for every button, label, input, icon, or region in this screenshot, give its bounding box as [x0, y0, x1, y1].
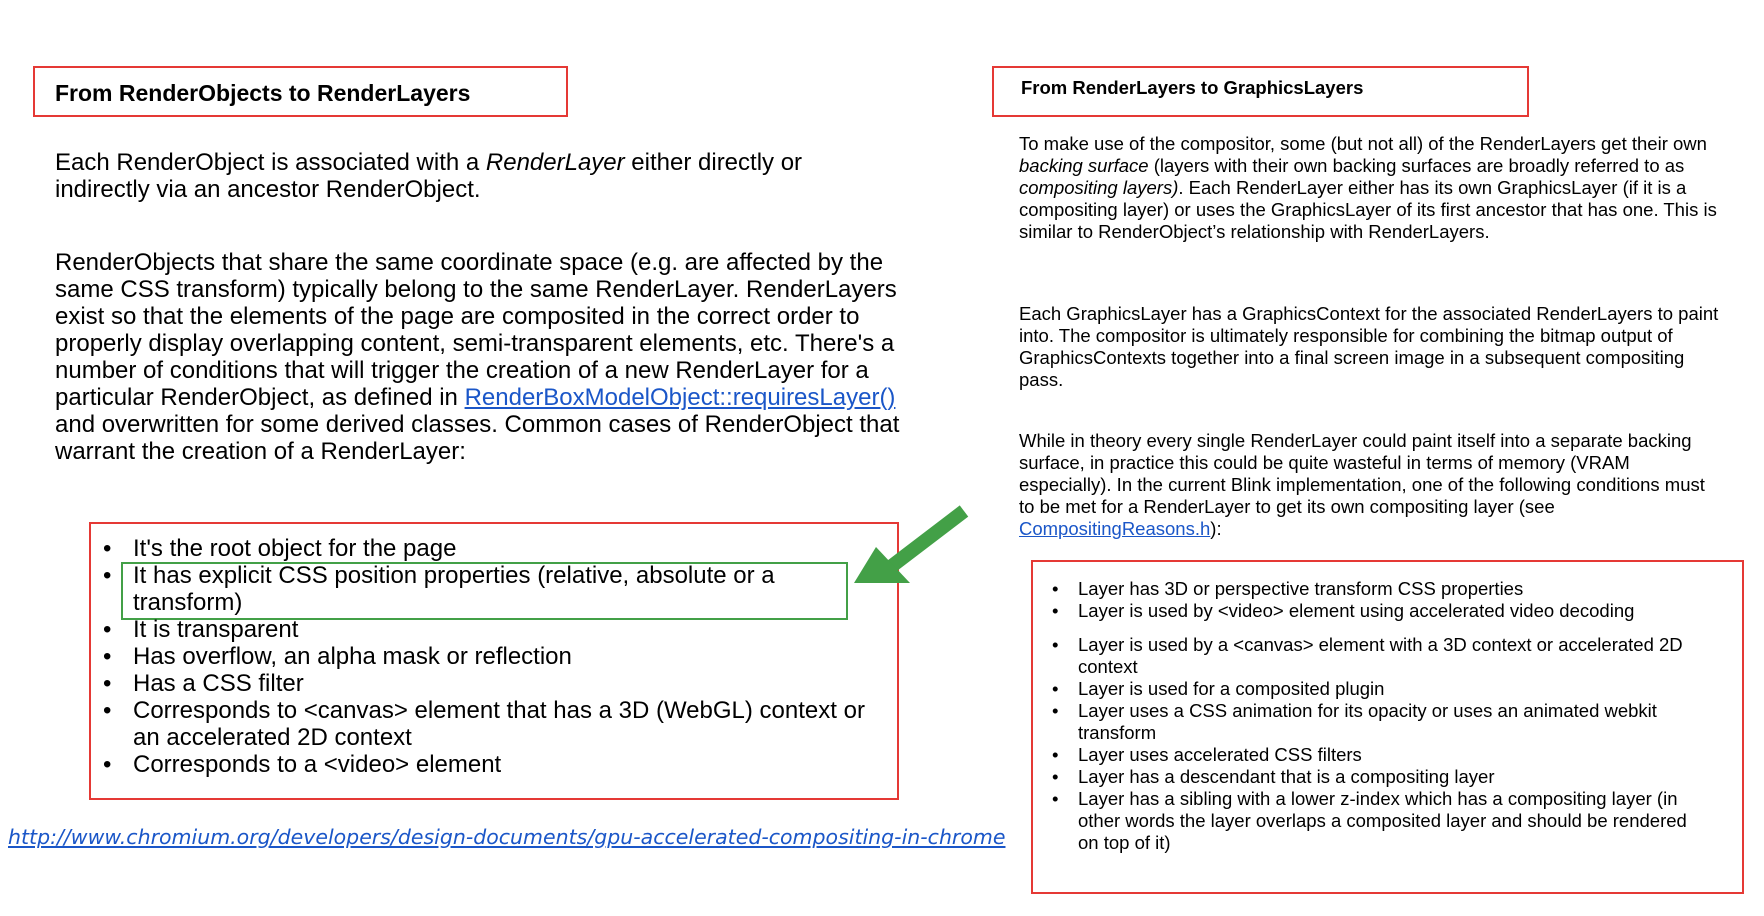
left-paragraph-1: Each RenderObject is associated with a RenderLayer either directly or indirectly via an ancestor RenderObject. [55, 149, 803, 203]
left-title: From RenderObjects to RenderLayers [55, 80, 471, 106]
list-item: • Has a CSS filter [103, 670, 883, 697]
left-paragraph-2: RenderObjects that share the same coordinate space (e.g. are affected by the same CSS transform) typically belong to the same RenderLayer. RenderLayers exist so that the elements of the page are composited in the correct order to properly display overlapping content, semi-transparent elements, etc. There's a number of conditions that will trigger the creation of a new RenderLayer for a particular RenderObject, as defined in RenderBoxModelObject::requiresLayer() and overwritten for some derived classes. Common cases of RenderObject that warrant the creation of a RenderLayer: [55, 249, 900, 465]
left-title-box [33, 66, 568, 117]
list-item: • Layer is used for a composited plugin [1052, 678, 1702, 700]
list-item: • Layer is used by a <canvas> element with a 3D context or accelerated 2D context [1052, 634, 1702, 678]
list-item: • Layer is used by <video> element using accelerated video decoding [1052, 600, 1702, 622]
right-paragraph-2: Each GraphicsLayer has a GraphicsContext for the associated RenderLayers to paint into. The compositor is ultimately responsible for combining the bitmap output of GraphicsContexts together into a final screen image in a subsequent compositing pass. [1019, 303, 1719, 390]
list-item: • It's the root object for the page [103, 535, 883, 562]
render-layer-conditions-list [103, 535, 883, 778]
compositing-reasons-link[interactable]: CompositingReasons.h [1019, 518, 1211, 539]
arrow-icon [840, 505, 970, 605]
requires-layer-link[interactable]: RenderBoxModelObject::requiresLayer() [464, 384, 896, 411]
right-title-box [992, 66, 1529, 117]
list-item: • It has explicit CSS position properties (relative, absolute or a transform) [103, 562, 883, 616]
list-item: • Has overflow, an alpha mask or reflection [103, 643, 883, 670]
list-item: • Corresponds to <canvas> element that has a 3D (WebGL) context or an accelerated 2D context [103, 697, 883, 751]
right-paragraph-1: To make use of the compositor, some (but not all) of the RenderLayers get their own backing surface (layers with their own backing surfaces are broadly referred to as compositing layers). Each RenderLayer either has its own GraphicsLayer (if it is a compositing layer) or uses the GraphicsLayer of its first ancestor that has one. This is similar to RenderObject’s relationship with RenderLayers. [1019, 133, 1717, 242]
right-paragraph-3: While in theory every single RenderLayer could paint itself into a separate backing surface, in practice this could be quite wasteful in terms of memory (VRAM especially). In the current Blink implementation, one of the following conditions must to be met for a RenderLayer to get its own compositing layer (see CompositingReasons.h): [1019, 430, 1705, 539]
source-url-link[interactable]: http://www.chromium.org/developers/design-documents/gpu-accelerated-compositing-in-chrome [8, 825, 1006, 849]
list-item: • Corresponds to a <video> element [103, 751, 883, 778]
list-item: • Layer has a descendant that is a compositing layer [1052, 766, 1702, 788]
list-item: • It is transparent [103, 616, 883, 643]
compositing-conditions-list [1052, 578, 1702, 854]
list-item: • Layer uses accelerated CSS filters [1052, 744, 1702, 766]
list-item: • Layer has a sibling with a lower z-index which has a compositing layer (in other words the layer overlaps a composited layer and should be rendered on top of it) [1052, 788, 1702, 854]
right-title: From RenderLayers to GraphicsLayers [1021, 77, 1364, 98]
list-item: • Layer uses a CSS animation for its opacity or uses an animated webkit transform [1052, 700, 1702, 744]
list-item: • Layer has 3D or perspective transform CSS properties [1052, 578, 1702, 600]
